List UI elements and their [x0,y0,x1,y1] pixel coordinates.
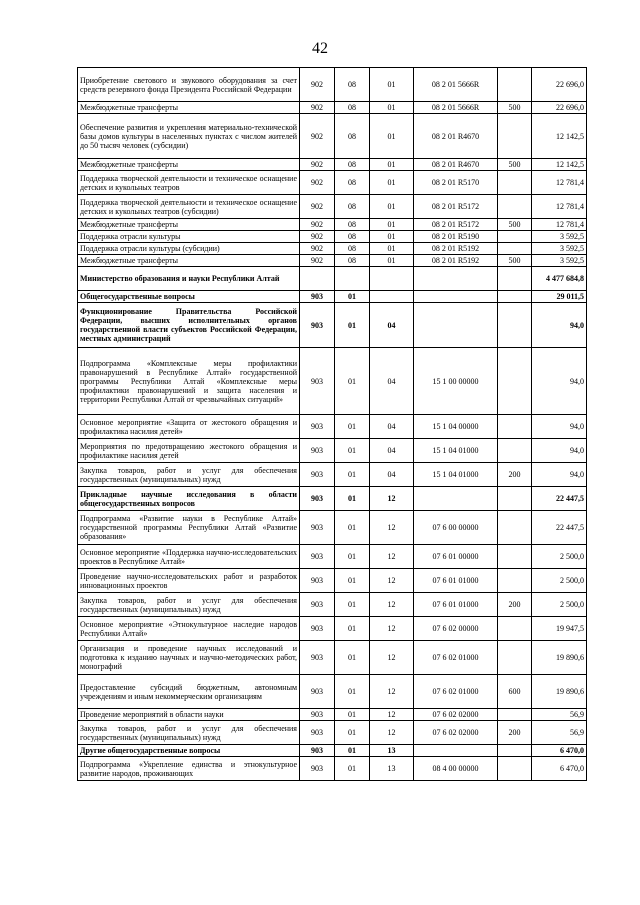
expense-type-code: 500 [498,255,532,267]
amount: 2 500,0 [532,569,587,593]
table-row [78,171,587,195]
admin-code: 903 [300,721,335,745]
expense-type-code [498,641,532,675]
table-row [78,617,587,641]
target-article-code: 08 2 01 R4670 [414,159,498,171]
section-code: 01 [335,463,370,487]
section-code: 01 [335,348,370,415]
target-article-code [414,267,498,291]
section-code: 08 [335,231,370,243]
section-code: 08 [335,159,370,171]
amount: 94,0 [532,303,587,348]
subsection-code: 01 [370,195,414,219]
admin-code: 903 [300,593,335,617]
table-row [78,114,587,159]
subsection-code [370,267,414,291]
target-article-code: 08 2 01 R5170 [414,171,498,195]
subsection-code: 12 [370,569,414,593]
amount: 6 470,0 [532,745,587,757]
admin-code: 903 [300,709,335,721]
target-article-code: 08 2 01 R5172 [414,195,498,219]
subsection-code: 04 [370,303,414,348]
subsection-code: 12 [370,511,414,545]
table-row [78,415,587,439]
row-name: Предоставление субсидий бюджетным, автономным учреждениям и иным некоммерческим организациям [78,675,300,709]
expense-type-code: 500 [498,219,532,231]
table-row [78,439,587,463]
row-name: Проведение мероприятий в области науки [78,709,300,721]
table-row [78,243,587,255]
row-name: Проведение научно-исследовательских работ и разработок инновационных проектов [78,569,300,593]
expense-type-code [498,745,532,757]
budget-rows [78,68,587,781]
admin-code: 902 [300,231,335,243]
subsection-code: 04 [370,348,414,415]
amount: 22 696,0 [532,102,587,114]
row-name: Организация и проведение научных исследований и подготовка к изданию научных и научно-методических работ, монографий [78,641,300,675]
amount: 56,9 [532,721,587,745]
admin-code: 903 [300,641,335,675]
expense-type-code [498,243,532,255]
target-article-code: 15 1 04 00000 [414,415,498,439]
expense-type-code [498,195,532,219]
admin-code: 903 [300,463,335,487]
table-row [78,102,587,114]
section-code: 01 [335,675,370,709]
admin-code: 903 [300,569,335,593]
amount: 3 592,5 [532,255,587,267]
amount: 4 477 684,8 [532,267,587,291]
table-row [78,675,587,709]
row-name: Основное мероприятие «Поддержка научно-исследовательских проектов в Республике Алтай» [78,545,300,569]
subsection-code: 01 [370,171,414,195]
amount: 6 470,0 [532,757,587,781]
table-row [78,569,587,593]
table-row [78,195,587,219]
row-name: Поддержка творческой деятельности и техническое оснащение детских и кукольных театров [78,171,300,195]
section-code: 08 [335,195,370,219]
amount: 12 142,5 [532,159,587,171]
subsection-code: 01 [370,159,414,171]
target-article-code: 07 6 01 01000 [414,569,498,593]
admin-code: 903 [300,545,335,569]
subsection-code: 01 [370,68,414,102]
table-row [78,267,587,291]
expense-type-code [498,415,532,439]
amount: 94,0 [532,439,587,463]
admin-code: 903 [300,675,335,709]
admin-code: 902 [300,255,335,267]
expense-type-code [498,114,532,159]
table-row [78,303,587,348]
expense-type-code: 200 [498,593,532,617]
row-name: Межбюджетные трансферты [78,159,300,171]
subsection-code: 12 [370,487,414,511]
table-row [78,348,587,415]
admin-code: 902 [300,159,335,171]
table-row [78,709,587,721]
target-article-code: 08 2 01 R5172 [414,219,498,231]
section-code: 01 [335,757,370,781]
section-code: 01 [335,709,370,721]
row-name: Функционирование Правительства Российской Федерации, высших исполнительных органов государственной власти субъектов Российской Федерации, местных администраций [78,303,300,348]
admin-code: 903 [300,487,335,511]
table-row [78,159,587,171]
target-article-code: 08 2 01 5666R [414,68,498,102]
section-code: 08 [335,102,370,114]
amount: 19 947,5 [532,617,587,641]
table-row [78,231,587,243]
row-name: Закупка товаров, работ и услуг для обеспечения государственных (муниципальных) нужд [78,593,300,617]
row-name: Приобретение светового и звукового оборудования за счет средств резервного фонда Президента Российской Федерации [78,68,300,102]
target-article-code: 07 6 02 01000 [414,641,498,675]
target-article-code: 07 6 01 01000 [414,593,498,617]
admin-code: 902 [300,102,335,114]
row-name: Подпрограмма «Укрепление единства и этнокультурное развитие народов, проживающих [78,757,300,781]
table-row [78,487,587,511]
expense-type-code [498,439,532,463]
expense-type-code [498,569,532,593]
row-name: Поддержка отрасли культуры (субсидии) [78,243,300,255]
amount: 22 696,0 [532,68,587,102]
amount: 12 142,5 [532,114,587,159]
amount: 94,0 [532,463,587,487]
admin-code: 903 [300,291,335,303]
row-name: Закупка товаров, работ и услуг для обеспечения государственных (муниципальных) нужд [78,721,300,745]
section-code: 08 [335,171,370,195]
section-code: 01 [335,641,370,675]
expense-type-code [498,231,532,243]
table-row [78,511,587,545]
subsection-code: 12 [370,593,414,617]
section-code: 08 [335,255,370,267]
amount: 12 781,4 [532,171,587,195]
section-code: 08 [335,243,370,255]
target-article-code: 07 6 02 00000 [414,617,498,641]
row-name: Основное мероприятие «Защита от жестокого обращения и профилактика насилия детей» [78,415,300,439]
amount: 12 781,4 [532,219,587,231]
target-article-code: 15 1 04 01000 [414,439,498,463]
expense-type-code [498,757,532,781]
amount: 22 447,5 [532,511,587,545]
table-row [78,545,587,569]
subsection-code [370,291,414,303]
section-code: 01 [335,545,370,569]
admin-code: 902 [300,68,335,102]
amount: 2 500,0 [532,545,587,569]
subsection-code: 01 [370,231,414,243]
admin-code: 903 [300,439,335,463]
target-article-code: 08 2 01 R5192 [414,243,498,255]
row-name: Поддержка отрасли культуры [78,231,300,243]
expense-type-code [498,545,532,569]
subsection-code: 01 [370,102,414,114]
subsection-code: 01 [370,219,414,231]
table-row [78,68,587,102]
expense-type-code [498,348,532,415]
budget-table [77,67,587,781]
admin-code: 903 [300,511,335,545]
section-code: 01 [335,439,370,463]
section-code: 08 [335,114,370,159]
subsection-code: 12 [370,641,414,675]
section-code: 08 [335,219,370,231]
amount: 22 447,5 [532,487,587,511]
section-code: 01 [335,511,370,545]
admin-code: 902 [300,114,335,159]
table-row [78,291,587,303]
amount: 2 500,0 [532,593,587,617]
target-article-code: 08 2 01 R4670 [414,114,498,159]
admin-code: 903 [300,757,335,781]
subsection-code: 13 [370,757,414,781]
expense-type-code [498,68,532,102]
row-name: Основное мероприятие «Этнокультурное наследие народов Республики Алтай» [78,617,300,641]
admin-code [300,267,335,291]
table-row [78,757,587,781]
target-article-code [414,291,498,303]
table-row [78,255,587,267]
admin-code: 903 [300,303,335,348]
target-article-code [414,487,498,511]
table-row [78,463,587,487]
amount: 29 011,5 [532,291,587,303]
subsection-code: 12 [370,617,414,641]
section-code: 01 [335,569,370,593]
amount: 19 890,6 [532,675,587,709]
expense-type-code [498,617,532,641]
section-code: 01 [335,291,370,303]
expense-type-code [498,511,532,545]
section-code: 01 [335,303,370,348]
table-row [78,745,587,757]
table-row [78,219,587,231]
target-article-code: 07 6 02 01000 [414,675,498,709]
section-code: 01 [335,487,370,511]
expense-type-code [498,487,532,511]
subsection-code: 04 [370,463,414,487]
amount: 12 781,4 [532,195,587,219]
row-name: Подпрограмма «Развитие науки в Республике Алтай» государственной программы Республики Алтай «Развитие образования» [78,511,300,545]
row-name: Межбюджетные трансферты [78,255,300,267]
target-article-code: 07 6 00 00000 [414,511,498,545]
target-article-code: 08 2 01 R5192 [414,255,498,267]
expense-type-code [498,267,532,291]
subsection-code: 12 [370,709,414,721]
table-row [78,641,587,675]
target-article-code [414,745,498,757]
expense-type-code [498,303,532,348]
admin-code: 902 [300,243,335,255]
section-code: 01 [335,721,370,745]
subsection-code: 04 [370,439,414,463]
target-article-code: 15 1 04 01000 [414,463,498,487]
row-name: Обеспечение развития и укрепления материально-технической базы домов культуры в населенных пунктах с числом жителей до 50 тысяч человек (субсидии) [78,114,300,159]
expense-type-code: 200 [498,721,532,745]
amount: 56,9 [532,709,587,721]
subsection-code: 01 [370,243,414,255]
subsection-code: 12 [370,545,414,569]
amount: 94,0 [532,348,587,415]
amount: 3 592,5 [532,243,587,255]
row-name: Прикладные научные исследования в области общегосударственных вопросов [78,487,300,511]
row-name: Другие общегосударственные вопросы [78,745,300,757]
section-code: 01 [335,593,370,617]
admin-code: 902 [300,219,335,231]
row-name: Подпрограмма «Комплексные меры профилактики правонарушений в Республике Алтай» государственной программы Республики Алтай «Комплексные меры профилактики правонарушений и защита населения и территории Республики Алтай от чрезвычайных ситуаций» [78,348,300,415]
table-row [78,721,587,745]
subsection-code: 04 [370,415,414,439]
admin-code: 903 [300,348,335,415]
amount: 3 592,5 [532,231,587,243]
row-name: Межбюджетные трансферты [78,102,300,114]
expense-type-code [498,171,532,195]
row-name: Поддержка творческой деятельности и техническое оснащение детских и кукольных театров (субсидии) [78,195,300,219]
page-number: 42 [312,40,328,57]
expense-type-code [498,291,532,303]
target-article-code [414,303,498,348]
row-name: Мероприятия по предотвращению жестокого обращения и профилактике насилия детей [78,439,300,463]
section-code: 01 [335,415,370,439]
table-row [78,593,587,617]
expense-type-code: 500 [498,159,532,171]
section-code: 01 [335,745,370,757]
section-code: 01 [335,617,370,641]
target-article-code: 07 6 02 02000 [414,721,498,745]
section-code: 08 [335,68,370,102]
target-article-code: 08 2 01 5666R [414,102,498,114]
section-code [335,267,370,291]
admin-code: 903 [300,745,335,757]
row-name: Закупка товаров, работ и услуг для обеспечения государственных (муниципальных) нужд [78,463,300,487]
admin-code: 903 [300,617,335,641]
target-article-code: 15 1 00 00000 [414,348,498,415]
expense-type-code: 200 [498,463,532,487]
row-name: Общегосударственные вопросы [78,291,300,303]
subsection-code: 01 [370,114,414,159]
expense-type-code: 500 [498,102,532,114]
subsection-code: 12 [370,721,414,745]
expense-type-code [498,709,532,721]
subsection-code: 12 [370,675,414,709]
row-name: Министерство образования и науки Республики Алтай [78,267,300,291]
admin-code: 903 [300,415,335,439]
target-article-code: 07 6 02 02000 [414,709,498,721]
subsection-code: 13 [370,745,414,757]
row-name: Межбюджетные трансферты [78,219,300,231]
admin-code: 902 [300,195,335,219]
expense-type-code: 600 [498,675,532,709]
target-article-code: 08 2 01 R5190 [414,231,498,243]
admin-code: 902 [300,171,335,195]
subsection-code: 01 [370,255,414,267]
amount: 19 890,6 [532,641,587,675]
target-article-code: 07 6 01 00000 [414,545,498,569]
amount: 94,0 [532,415,587,439]
target-article-code: 08 4 00 00000 [414,757,498,781]
